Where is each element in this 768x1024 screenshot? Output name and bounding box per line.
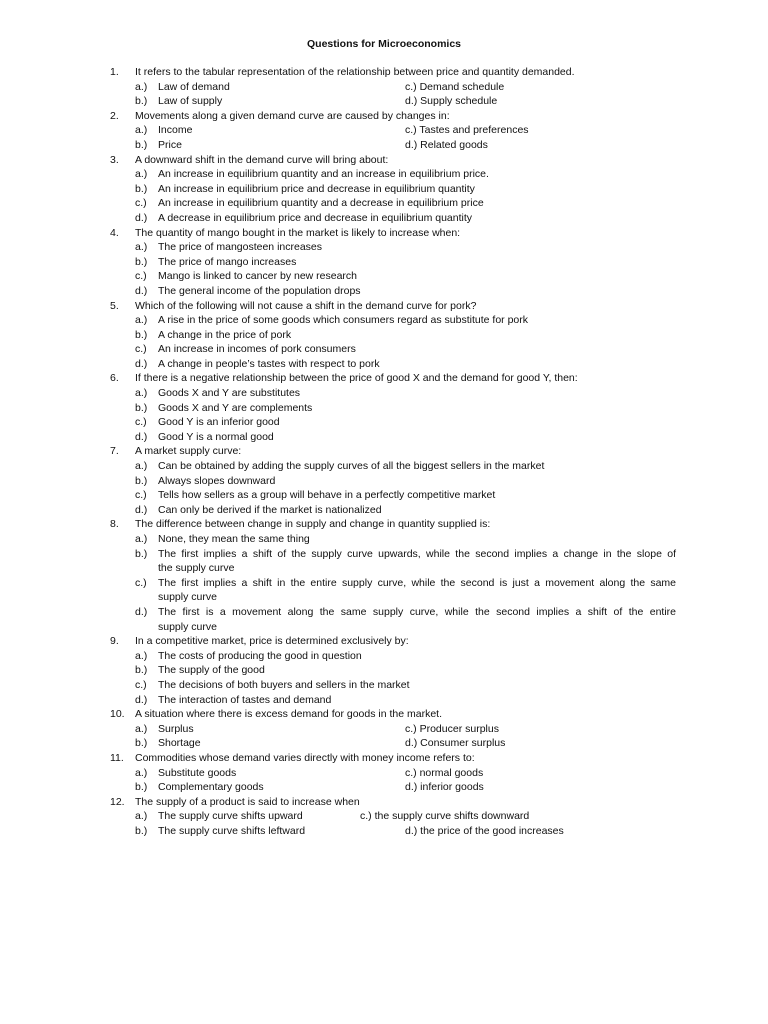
option-b: Goods X and Y are complements [158, 401, 313, 414]
option-a: The costs of producing the good in question [158, 649, 362, 662]
option-label: a.) [135, 722, 148, 735]
option-d: d.) Consumer surplus [405, 737, 506, 750]
option-c: The first implies a shift in the entire supply curve, while the second is just a movement along the same [158, 576, 676, 589]
option-row [0, 605, 768, 620]
option-label: c.) [135, 489, 147, 502]
question-stem [0, 707, 768, 722]
option-b: Price [158, 138, 182, 151]
option-row [0, 649, 768, 664]
option-label: c.) [135, 197, 147, 210]
option-label: a.) [135, 124, 148, 137]
option-label: c.) [135, 343, 147, 356]
option-label: d.) [135, 503, 148, 516]
question-text: It refers to the tabular representation of the relationship between price and quantity demanded. [135, 66, 575, 78]
option-label: b.) [135, 255, 148, 268]
option-a: Law of demand [158, 80, 230, 93]
option-b: A change in the price of pork [158, 328, 292, 341]
question-number: 3. [110, 153, 119, 166]
question-stem [0, 634, 768, 649]
option-c: Mango is linked to cancer by new research [158, 270, 358, 283]
question-stem [0, 444, 768, 459]
option-a: A rise in the price of some goods which consumers regard as substitute for pork [158, 314, 529, 327]
option-c: c.) Producer surplus [405, 722, 499, 735]
option-row-continued [0, 620, 768, 635]
option-a: Can be obtained by adding the supply curves of all the biggest sellers in the market [158, 460, 545, 473]
option-d: The general income of the population drops [158, 284, 361, 297]
option-a: Substitute goods [158, 766, 237, 779]
option-d: The interaction of tastes and demand [158, 693, 332, 706]
question-text: Commodities whose demand varies directly with money income refers to: [135, 751, 475, 764]
option-d: d.) inferior goods [405, 781, 484, 794]
question-stem [0, 109, 768, 124]
option-label: b.) [135, 547, 148, 560]
option-row [0, 415, 768, 430]
option-d: d.) Related goods [405, 138, 488, 151]
option-c: Good Y is an inferior good [158, 416, 280, 429]
option-d: Good Y is a normal good [158, 430, 274, 443]
option-label: b.) [135, 664, 148, 677]
option-c: An increase in incomes of pork consumers [158, 343, 356, 356]
option-row [0, 459, 768, 474]
option-row [0, 182, 768, 197]
question-stem [0, 371, 768, 386]
option-b: An increase in equilibrium price and decrease in equilibrium quantity [158, 182, 475, 195]
question-text: The supply of a product is said to increase when [135, 795, 360, 808]
option-label: b.) [135, 781, 148, 794]
option-row [0, 255, 768, 270]
option-d: A decrease in equilibrium price and decrease in equilibrium quantity [158, 211, 473, 224]
option-d: A change in people’s tastes with respect to pork [158, 357, 380, 370]
option-label: a.) [135, 241, 148, 254]
question-stem [0, 65, 768, 80]
option-b: The price of mango increases [158, 255, 297, 268]
option-row [0, 766, 768, 781]
option-label: b.) [135, 737, 148, 750]
option-row [0, 196, 768, 211]
option-row [0, 80, 768, 95]
question-number: 12. [110, 795, 125, 808]
document-title: Questions for Microeconomics [306, 38, 462, 50]
option-label: a.) [135, 460, 148, 473]
option-label: a.) [135, 533, 148, 545]
option-d: d.) the price of the good increases [405, 824, 564, 837]
option-a: Income [158, 124, 193, 137]
question-text: The quantity of mango bought in the market is likely to increase when: [135, 226, 461, 239]
question-text: A market supply curve: [135, 445, 242, 458]
question-stem [0, 795, 768, 810]
option-label: a.) [135, 80, 148, 93]
question-number: 8. [110, 518, 119, 531]
option-c: The decisions of both buyers and sellers in the market [158, 678, 410, 691]
option-row-continued [0, 590, 768, 605]
option-label: b.) [135, 824, 148, 837]
option-a: The price of mangosteen increases [158, 241, 323, 254]
option-label: a.) [135, 810, 148, 823]
option-label: b.) [135, 138, 148, 151]
option-b: Shortage [158, 737, 201, 750]
option-label: a.) [135, 387, 148, 400]
option-row [0, 488, 768, 503]
option-c: c.) the supply curve shifts downward [360, 810, 530, 823]
option-b: The supply of the good [158, 664, 265, 677]
option-label: c.) [135, 416, 147, 429]
question-stem [0, 226, 768, 241]
option-row [0, 328, 768, 343]
option-c: Tells how sellers as a group will behave in a perfectly competitive market [158, 489, 496, 502]
option-b: The first implies a shift of the supply curve upwards, while the second implies a change in the slope of [158, 547, 676, 560]
option-d: Can only be derived if the market is nationalized [158, 503, 382, 516]
option-b: Always slopes downward [158, 474, 276, 487]
option-label: d.) [135, 693, 148, 706]
option-row [0, 474, 768, 489]
option-label: b.) [135, 401, 148, 414]
option-a: The supply curve shifts upward [158, 810, 303, 823]
question-text: In a competitive market, price is determined exclusively by: [135, 635, 409, 648]
option-row [0, 547, 768, 562]
option-row [0, 269, 768, 284]
option-row [0, 123, 768, 138]
option-label: d.) [135, 430, 148, 443]
option-c-continued: supply curve [158, 591, 217, 604]
option-row [0, 94, 768, 109]
question-stem [0, 751, 768, 766]
option-b: Law of supply [158, 95, 223, 108]
option-label: b.) [135, 182, 148, 195]
question-list [0, 65, 768, 838]
question-text: A downward shift in the demand curve will bring about: [135, 153, 389, 166]
question-stem [0, 517, 768, 532]
option-label: a.) [135, 168, 148, 181]
option-row [0, 240, 768, 255]
option-row [0, 780, 768, 795]
option-c: c.) normal goods [405, 766, 484, 779]
option-row [0, 809, 768, 824]
option-label: d.) [135, 605, 148, 618]
option-label: d.) [135, 211, 148, 224]
question-number: 1. [110, 66, 119, 78]
option-a: Goods X and Y are substitutes [158, 387, 301, 400]
option-row [0, 663, 768, 678]
option-label: a.) [135, 766, 148, 779]
option-row [0, 576, 768, 591]
question-number: 6. [110, 372, 119, 385]
option-label: c.) [135, 678, 147, 691]
question-text: The difference between change in supply and change in quantity supplied is: [135, 518, 491, 531]
option-a: An increase in equilibrium quantity and an increase in equilibrium price. [158, 168, 489, 181]
option-b: Complementary goods [158, 781, 264, 794]
option-label: b.) [135, 95, 148, 108]
option-label: c.) [135, 576, 147, 589]
option-label: d.) [135, 357, 148, 370]
option-b-continued: the supply curve [158, 562, 235, 575]
option-d: d.) Supply schedule [405, 95, 498, 108]
option-label: b.) [135, 474, 148, 487]
option-c: c.) Tastes and preferences [405, 124, 529, 137]
question-number: 10. [110, 708, 125, 721]
question-text: A situation where there is excess demand for goods in the market. [135, 708, 442, 721]
option-row [0, 824, 768, 839]
option-label: d.) [135, 284, 148, 297]
option-row [0, 401, 768, 416]
option-row [0, 430, 768, 445]
option-a: None, they mean the same thing [158, 533, 310, 545]
question-stem [0, 153, 768, 168]
option-row-continued [0, 561, 768, 576]
option-b: The supply curve shifts leftward [158, 824, 306, 837]
option-row [0, 211, 768, 226]
option-row [0, 386, 768, 401]
question-text: Movements along a given demand curve are caused by changes in: [135, 109, 450, 122]
option-label: c.) [135, 270, 147, 283]
option-row [0, 532, 768, 547]
option-label: a.) [135, 649, 148, 662]
question-text: If there is a negative relationship between the price of good X and the demand for good Y, then: [135, 372, 578, 385]
option-row [0, 313, 768, 328]
option-row [0, 678, 768, 693]
option-row [0, 167, 768, 182]
option-row [0, 693, 768, 708]
option-row [0, 342, 768, 357]
option-row [0, 357, 768, 372]
option-row [0, 503, 768, 518]
option-d: The first is a movement along the same supply curve, while the second implies a shift of the entire [158, 605, 676, 618]
option-d-continued: supply curve [158, 620, 217, 633]
question-number: 7. [110, 445, 119, 458]
question-number: 11. [110, 751, 124, 764]
option-row [0, 138, 768, 153]
option-label: b.) [135, 328, 148, 341]
question-stem [0, 299, 768, 314]
question-number: 4. [110, 226, 119, 239]
option-row [0, 722, 768, 737]
question-text: Which of the following will not cause a shift in the demand curve for pork? [135, 299, 477, 312]
option-row [0, 284, 768, 299]
option-c: c.) Demand schedule [405, 80, 505, 93]
option-c: An increase in equilibrium quantity and a decrease in equilibrium price [158, 197, 484, 210]
option-row [0, 736, 768, 751]
question-number: 9. [110, 635, 119, 648]
option-label: a.) [135, 314, 148, 327]
option-a: Surplus [158, 722, 194, 735]
question-number: 5. [110, 299, 119, 312]
question-number: 2. [110, 109, 119, 122]
